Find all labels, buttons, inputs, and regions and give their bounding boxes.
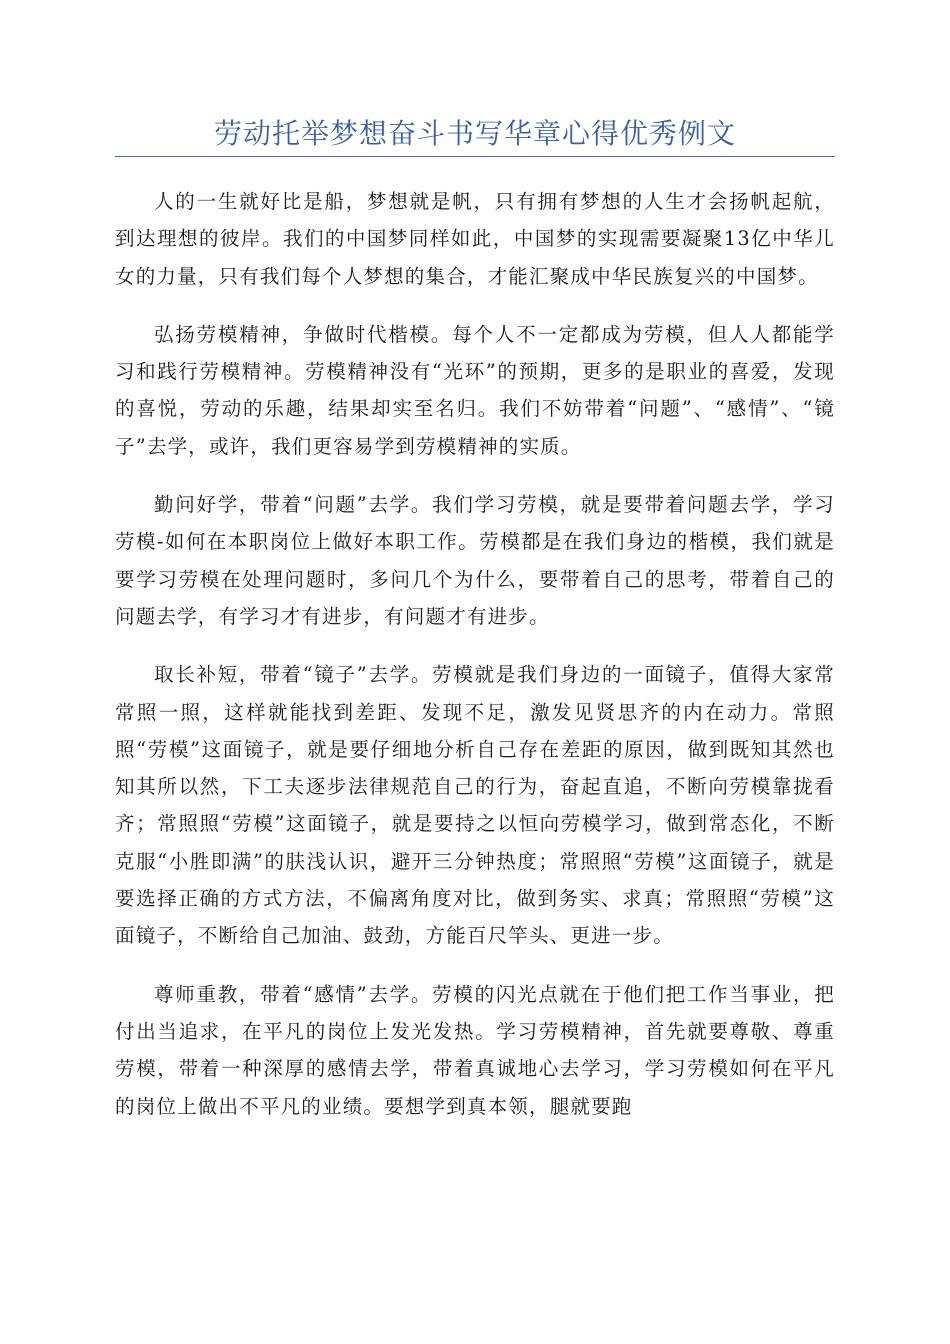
document-body [115, 183, 835, 1125]
paragraph: 弘扬劳模精神，争做时代楷模。每个人不一定都成为劳模，但人人都能学习和践行劳模精神。劳模精神没有“光环”的预期，更多的是职业的喜爱，发现的喜悦，劳动的乐趣，结果却实至名归。我们不妨带着“问题”、“感情”、“镜子”去学，或许，我们更容易学到劳模精神的实质。 [115, 322, 835, 458]
paragraph: 取长补短，带着“镜子”去学。劳模就是我们身边的一面镜子，值得大家常常照一照，这样就能找到差距、发现不足，激发见贤思齐的内在动力。常照照“劳模”这面镜子，就是要仔细地分析自己存在差距的原因，做到既知其然也知其所以然，下工夫逐步法律规范自己的行为，奋起直追，不断向劳模靠拢看齐；常照照“劳模”这面镜子，就是要持之以恒向劳模学习，做到常态化，不断克服“小胜即满”的肤浅认识，避开三分钟热度；常照照“劳模”这面镜子，就是要选择正确的方式方法，不偏离角度对比，做到务实、求真；常照照“劳模”这面镜子，不断给自己加油、鼓劲，方能百尺竿头、更进一步。 [115, 663, 835, 948]
paragraph: 人的一生就好比是船，梦想就是帆，只有拥有梦想的人生才会扬帆起航，到达理想的彼岸。我们的中国梦同样如此，中国梦的实现需要凝聚13亿中华儿女的力量，只有我们每个人梦想的集合，才能汇聚成中华民族复兴的中国梦。 [115, 190, 835, 288]
document-title: 劳动托举梦想奋斗书写华章心得优秀例文 [213, 117, 736, 150]
title-underline [115, 156, 835, 157]
paragraph: 勤问好学，带着“问题”去学。我们学习劳模，就是要带着问题去学，学习劳模-如何在本职岗位上做好本职工作。劳模都是在我们身边的楷模，我们就是要学习劳模在处理问题时，多问几个为什么，要带着自己的思考，带着自己的问题去学，有学习才有进步，有问题才有进步。 [115, 493, 835, 628]
document-page [115, 112, 835, 1146]
paragraph: 尊师重教，带着“感情”去学。劳模的闪光点就在于他们把工作当事业，把付出当追求，在平凡的岗位上发光发热。学习劳模精神，首先就要尊敬、尊重劳模，带着一种深厚的感情去学，带着真诚地心去学习，学习劳模如何在平凡的岗位上做出不平凡的业绩。要想学到真本领，腿就要跑 [115, 982, 835, 1118]
